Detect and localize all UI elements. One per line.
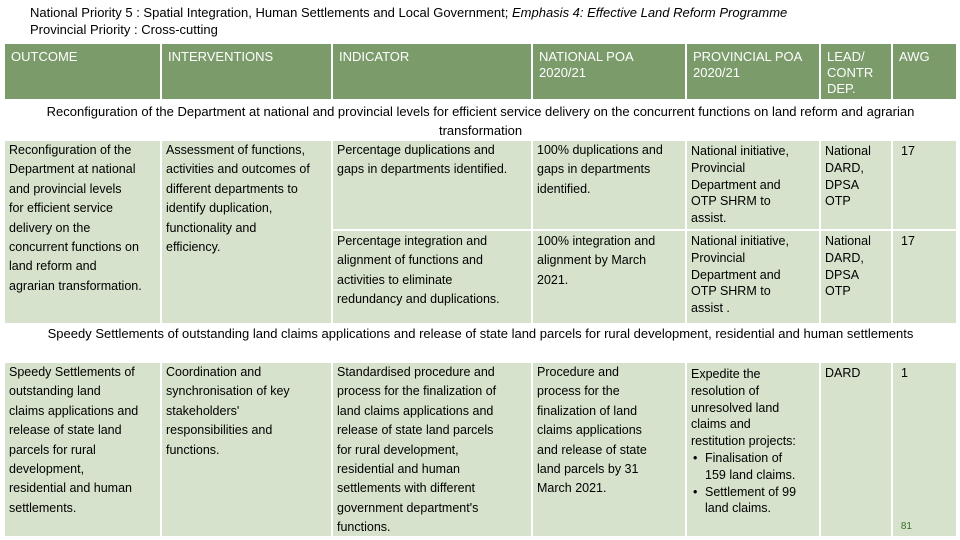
bullet-item: • Settlement of 99 land claims. (705, 484, 815, 518)
section-title-reconfiguration: Reconfiguration of the Department at national and provincial levels for efficient service delivery on the concurrent functions on land reform and agrarian transformation (5, 101, 956, 141)
indicator-cell: Standardised procedure and process for the finalization of land claims applications and release of state land parcels for rural development, residential and human settlements with different government department's functions. (333, 363, 531, 536)
national-priority-text: National Priority 5 : Spatial Integration, Human Settlements and Local Government; (30, 5, 512, 20)
emphasis-text: Emphasis 4: Effective Land Reform Programme (511, 5, 788, 20)
national-poa-cell: 100% integration and alignment by March 2021. (533, 231, 685, 361)
col-header-interventions: INTERVENTIONS (162, 44, 331, 99)
indicator-cell: Percentage integration and alignment of functions and activities to eliminate redundancy and duplications. (333, 231, 531, 361)
col-header-indicator: INDICATOR (333, 44, 531, 99)
awg-cell: 17 (893, 141, 956, 229)
lead-dep-cell: National DARD, DPSA OTP (821, 141, 891, 229)
bullet-item: • Finalisation of 159 land claims. (705, 450, 815, 484)
national-poa-cell: Procedure and process for the finalization of land claims applications and release of state land parcels by 31 March 2021. (533, 363, 685, 536)
interventions-cell: Coordination and synchronisation of key stakeholders' responsibilities and functions. (162, 363, 331, 536)
provincial-poa-cell: National initiative, Provincial Department and OTP SHRM to assist. (687, 141, 819, 229)
col-header-outcome: OUTCOME (5, 44, 160, 99)
land-reform-table (5, 44, 956, 536)
indicator-cell: Percentage duplications and gaps in departments identified. (333, 141, 531, 229)
col-header-national-poa: NATIONAL POA 2020/21 (533, 44, 685, 99)
provincial-poa-cell (687, 363, 819, 536)
outcome-cell: Reconfiguration of the Department at national and provincial levels for efficient service delivery on the concurrent functions on land reform and agrarian transformation. (5, 141, 160, 361)
lead-dep-cell: National DARD, DPSA OTP (821, 231, 891, 361)
col-header-awg: AWG (893, 44, 956, 99)
section-title-speedy-settlements: Speedy Settlements of outstanding land claims applications and release of state land parcels for rural development, residential and human settlements (5, 323, 956, 363)
interventions-cell: Assessment of functions, activities and outcomes of different departments to identify duplication, functionality and efficiency. (162, 141, 331, 361)
national-priority-line (30, 4, 787, 21)
outcome-cell: Speedy Settlements of outstanding land claims applications and release of state land parcels for rural development, residential and human settlements. (5, 363, 160, 536)
provincial-poa-bullets (691, 450, 815, 517)
provincial-poa-cell: National initiative, Provincial Department and OTP SHRM to assist . (687, 231, 819, 361)
national-poa-cell: 100% duplications and gaps in departments identified. (533, 141, 685, 229)
slide-header (30, 4, 787, 38)
col-header-lead-dep: LEAD/ CONTR DEP. (821, 44, 891, 99)
provincial-poa-intro: Expedite the resolution of unresolved land claims and restitution projects: (691, 367, 796, 449)
col-header-provincial-poa: PROVINCIAL POA 2020/21 (687, 44, 819, 99)
page-number: 81 (900, 521, 912, 532)
awg-cell: 17 (893, 231, 956, 361)
provincial-priority-line: Provincial Priority : Cross-cutting (30, 22, 218, 37)
lead-dep-cell: DARD (821, 363, 891, 536)
awg-cell: 1 (893, 363, 956, 536)
